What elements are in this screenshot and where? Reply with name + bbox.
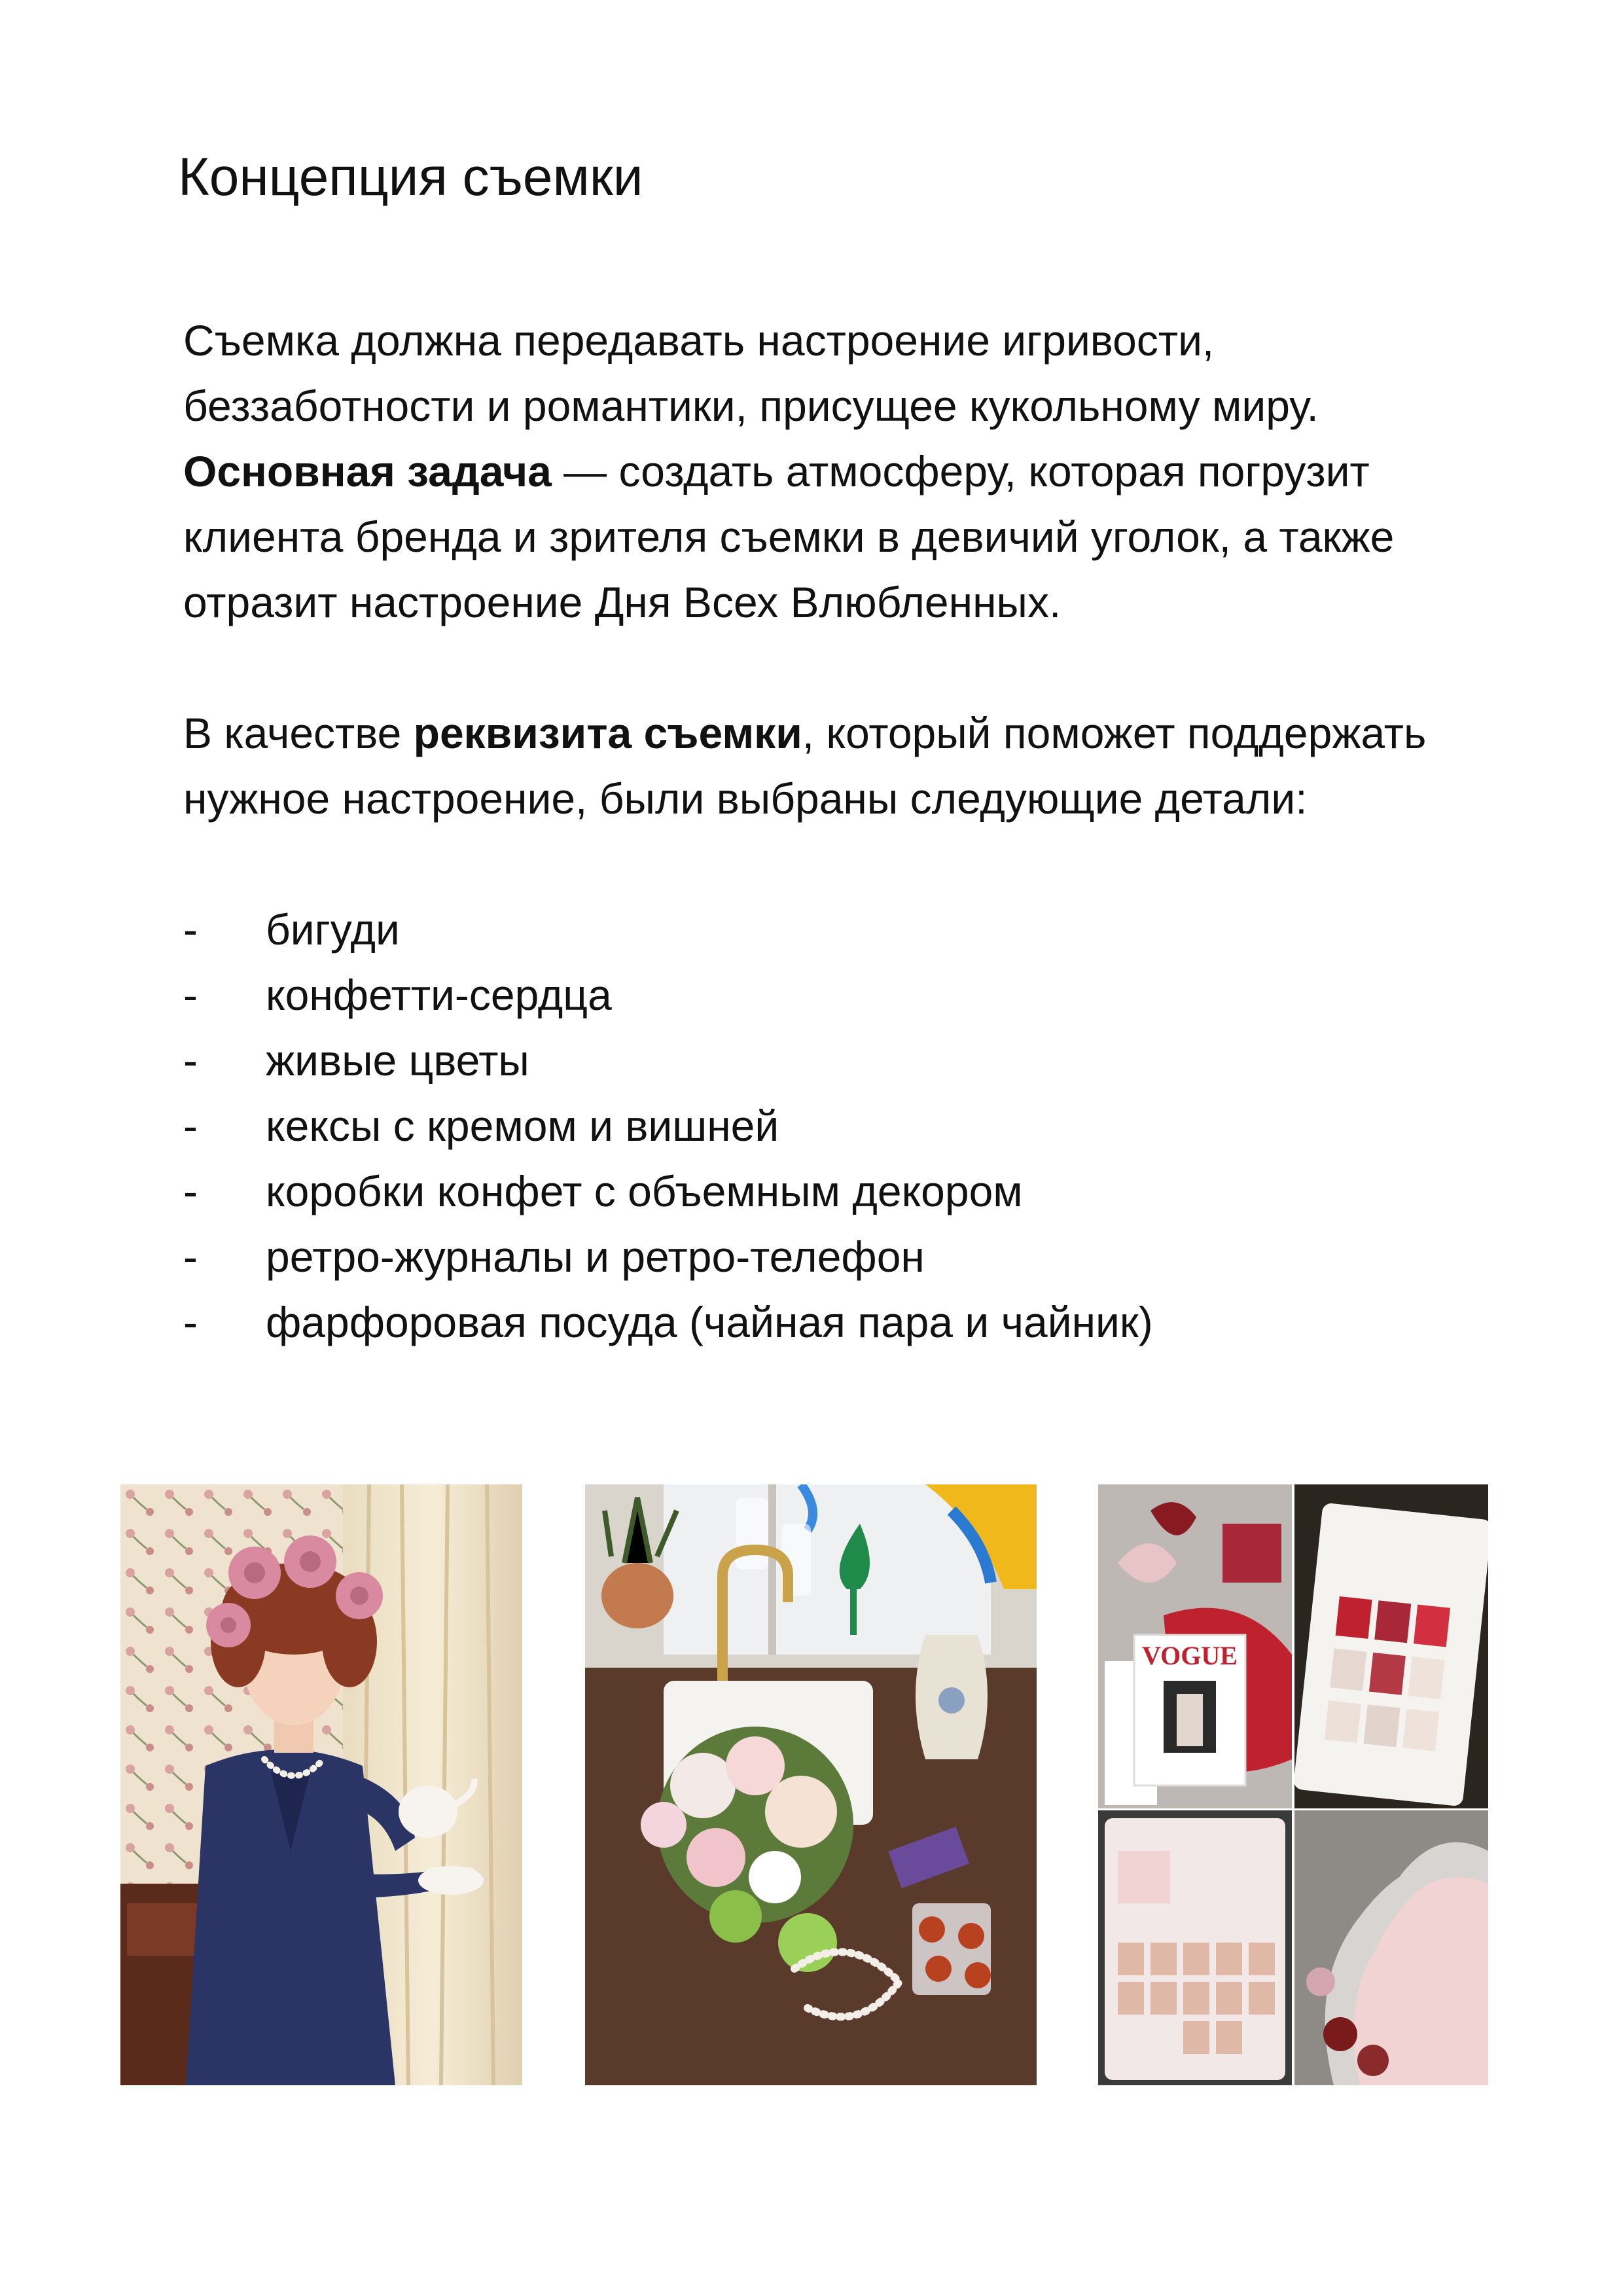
photo-collage [1098,1484,1488,2085]
list-bullet: - [183,1167,198,1215]
paragraph-mood [183,308,1531,635]
list-item [183,1093,1492,1158]
list-item-text: кексы с кремом и вишней [266,1102,779,1150]
list-bullet: - [183,971,198,1019]
list-item-text: ретро-журналы и ретро-телефон [266,1232,925,1281]
list-item-text: конфетти-сердца [266,971,612,1019]
props-intro-before: В качестве [183,709,414,757]
list-bullet: - [183,1102,198,1150]
props-intro-after: , который поможет поддержать нужное настроение, были выбраны следующие детали: [183,709,1427,823]
list-bullet: - [183,1232,198,1281]
paragraph-mood-line2: беззаботности и романтики, присущее кукольному миру. [183,382,1319,430]
paragraph-props [183,700,1531,831]
list-item-text: живые цветы [266,1036,529,1085]
list-bullet: - [183,905,198,954]
list-item-text: бигуди [266,905,400,954]
paragraph-mood-line1: Съемка должна передавать настроение игривости, [183,316,1215,365]
props-list [183,897,1492,1355]
list-item [183,962,1492,1028]
main-task-text: — создать атмосферу, которая погрузит клиента бренда и зрителя съемки в девичий уголок, а также отразит настроение Дня Всех Влюбленных. [183,447,1395,626]
main-task-label: Основная задача [183,447,552,495]
list-item [183,1028,1492,1093]
list-item-text: фарфоровая посуда (чайная пара и чайник) [266,1298,1153,1346]
list-bullet: - [183,1298,198,1346]
photo-model-tea [120,1484,522,2085]
concept-text [183,308,1531,831]
list-item [183,1224,1492,1289]
list-item [183,897,1492,962]
list-item-text: коробки конфет с объемным декором [266,1167,1023,1215]
photo-model-tea-image [120,1484,522,2085]
vogue-masthead: VOGUE [1142,1641,1238,1670]
photo-collage-image [1098,1484,1488,2085]
photo-flowers-table [585,1484,1037,2085]
photo-flowers-table-image [585,1484,1037,2085]
list-item [183,1289,1492,1355]
props-label: реквизита съемки [413,709,802,757]
list-bullet: - [183,1036,198,1085]
list-item [183,1158,1492,1224]
page-title: Концепция съемки [178,147,643,207]
